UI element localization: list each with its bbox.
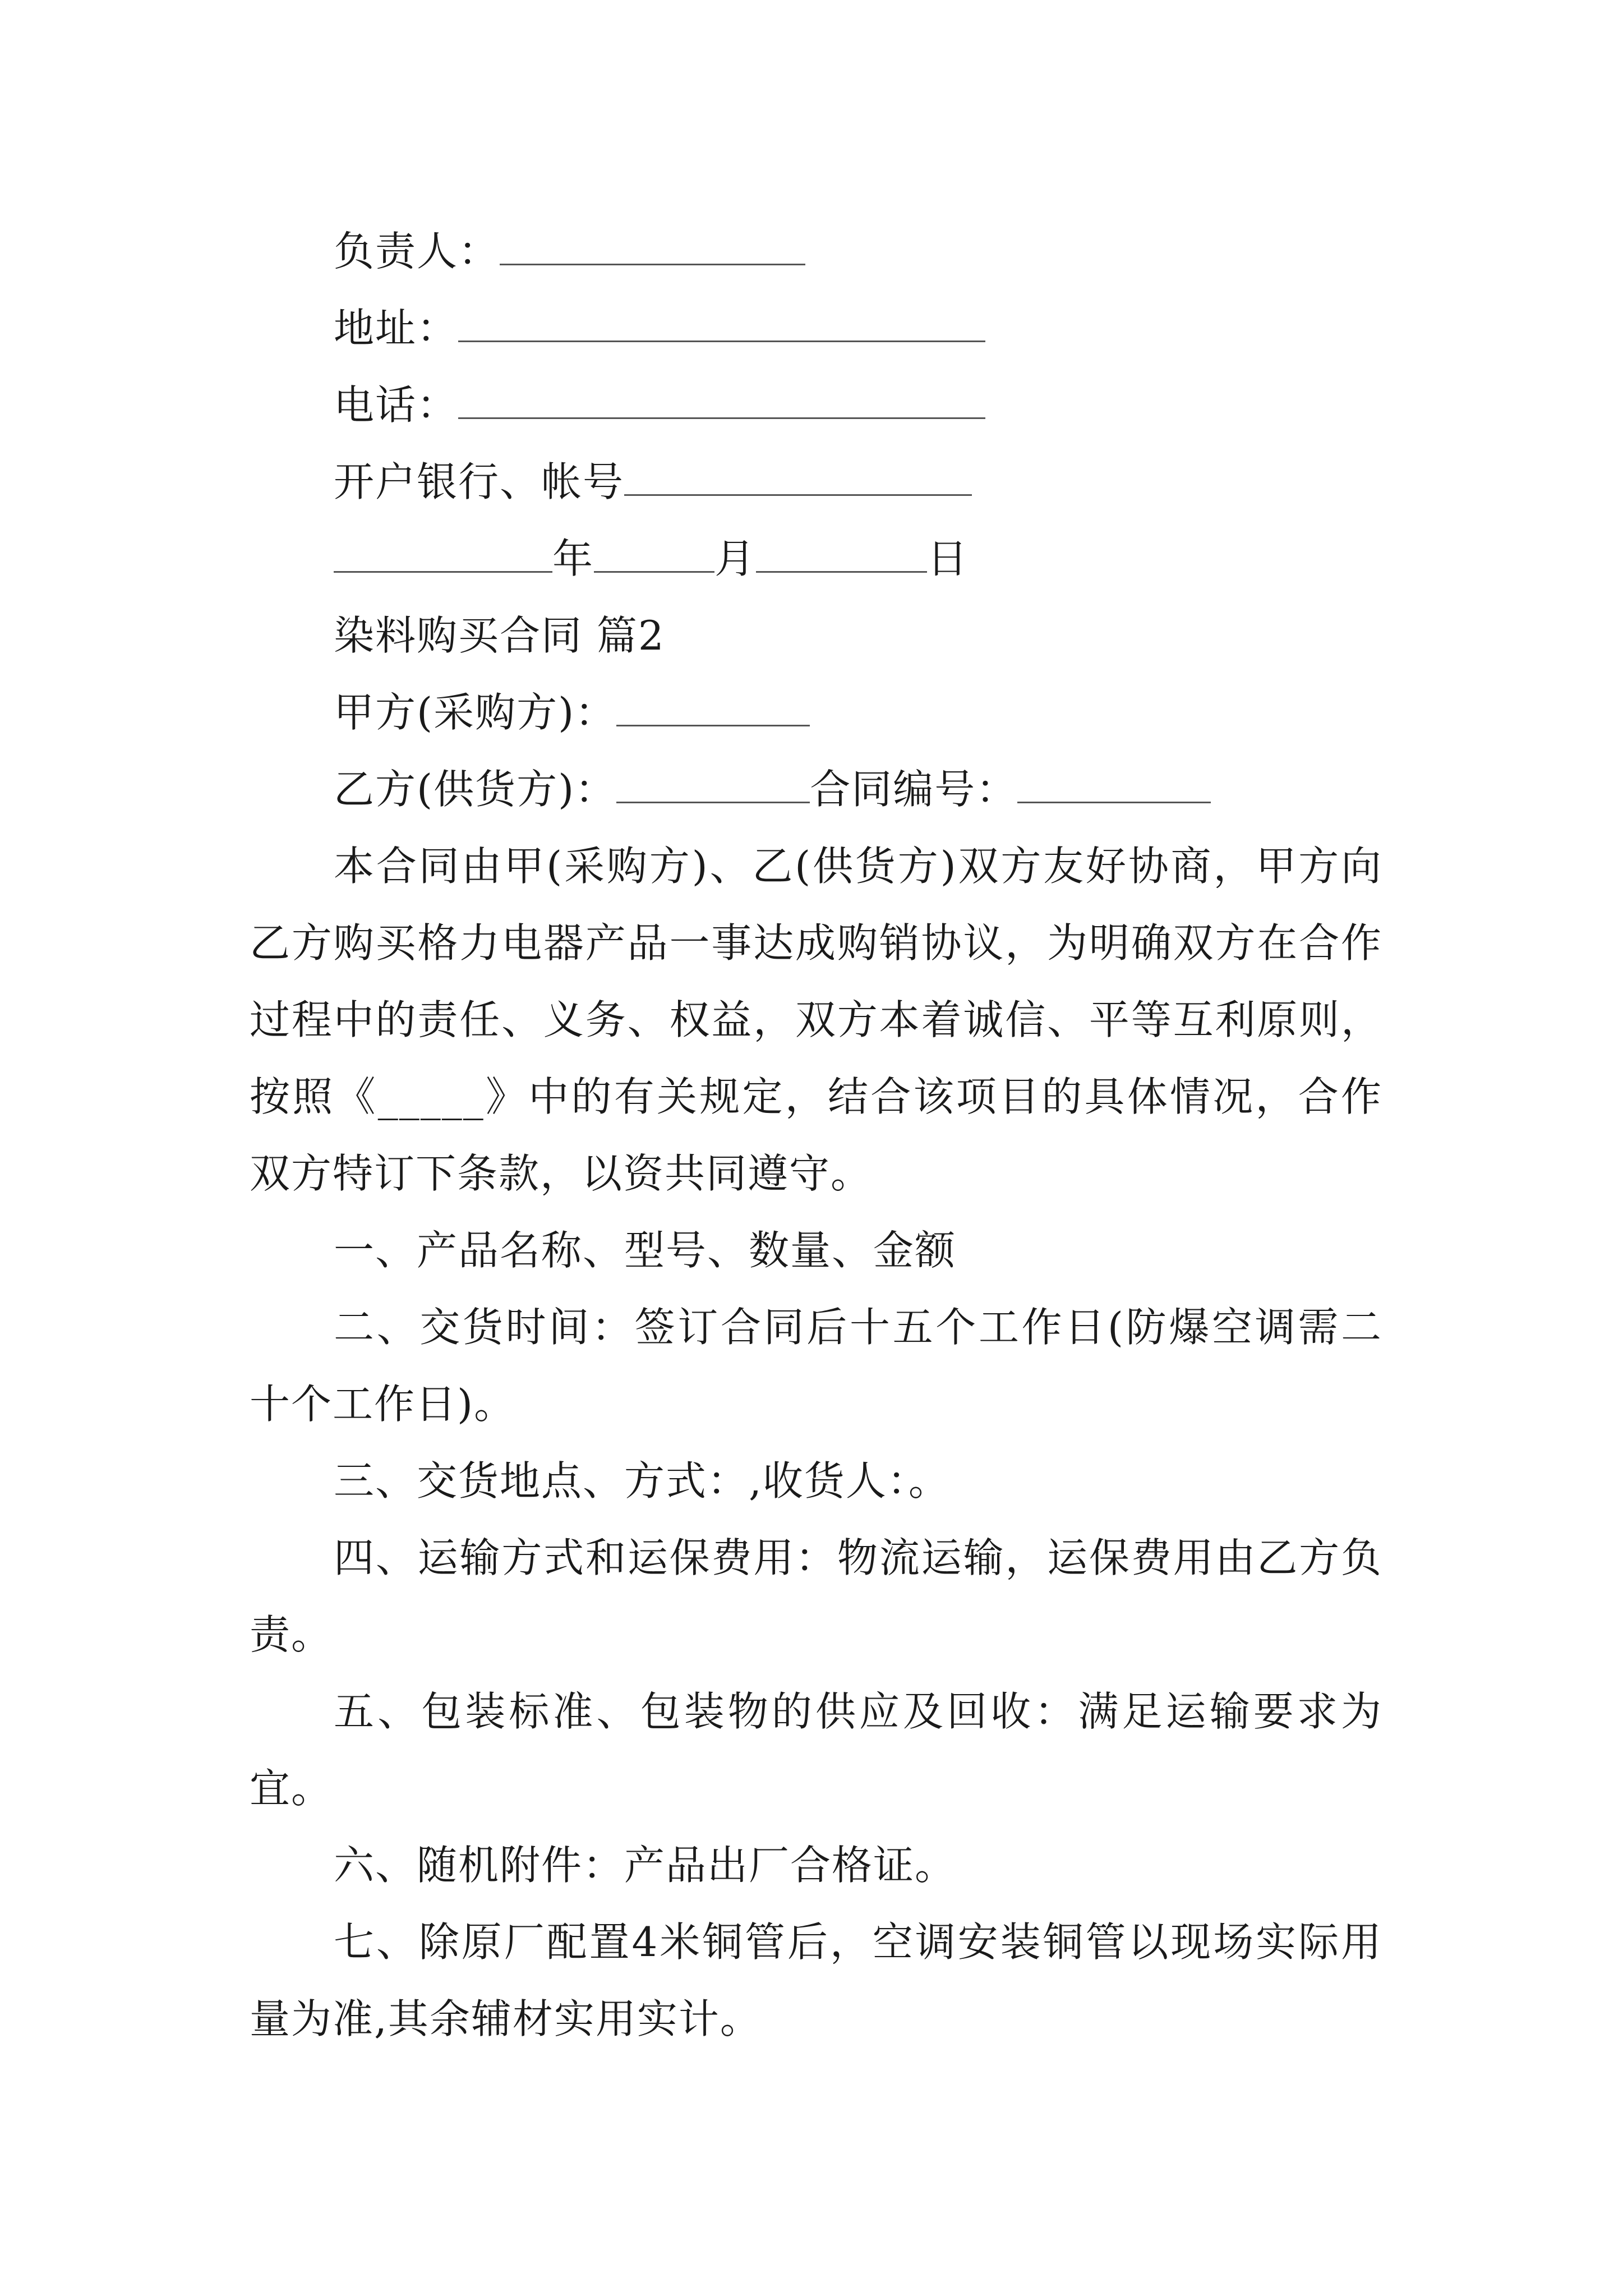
year-blank xyxy=(334,536,552,573)
clause-5: 五、包装标准、包装物的供应及回收：满足运输要求为宜。 xyxy=(250,1688,1382,1812)
party-a-label: 甲方(采购方)： xyxy=(334,689,617,736)
clause-1: 一、产品名称、型号、数量、金额 xyxy=(334,1227,957,1274)
phone-line xyxy=(250,367,1382,444)
clause-6: 六、随机附件：产品出厂合格证。 xyxy=(334,1842,957,1889)
document-body xyxy=(250,213,1382,2058)
phone-blank xyxy=(458,383,985,419)
month-label: 月 xyxy=(714,535,757,582)
party-b-line xyxy=(250,751,1382,828)
clause-2: 二、交货时间：签订合同后十五个工作日(防爆空调需二十个工作日)。 xyxy=(250,1304,1382,1428)
party-b-label: 乙方(供货方)： xyxy=(334,766,617,813)
bank-account-label: 开户银行、帐号 xyxy=(334,458,625,505)
date-line xyxy=(250,521,1382,597)
month-blank xyxy=(594,536,714,573)
year-label: 年 xyxy=(552,535,594,582)
day-blank xyxy=(756,536,927,573)
day-label: 日 xyxy=(927,535,969,582)
contract-number-label: 合同编号： xyxy=(810,766,1018,813)
party-b-blank xyxy=(616,767,810,803)
phone-label: 电话： xyxy=(334,381,459,429)
address-blank xyxy=(458,306,985,342)
clause-3: 三、交货地点、方式：,收货人：。 xyxy=(334,1457,950,1504)
responsible-person-label: 负责人： xyxy=(334,228,500,275)
responsible-person-blank xyxy=(500,229,805,265)
address-label: 地址： xyxy=(334,305,459,352)
bank-account-line xyxy=(250,444,1382,521)
intro-paragraph: 本合同由甲(采购方)、乙(供货方)双方友好协商，甲方向乙方购买格力电器产品一事达成购销协议，为明确双方在合作过程中的责任、义务、权益，双方本着诚信、平等互利原则，按照《_____》中的有关规定，结合该项目的具体情况，合作双方特订下条款，以资共同遵守。 xyxy=(250,843,1382,1197)
clause-4: 四、运输方式和运保费用：物流运输，运保费用由乙方负责。 xyxy=(250,1534,1382,1658)
responsible-person-line xyxy=(250,213,1382,290)
party-a-line xyxy=(250,674,1382,751)
bank-account-blank xyxy=(624,459,972,496)
section-title: 染料购买合同 篇2 xyxy=(334,612,665,659)
party-a-blank xyxy=(616,690,810,726)
contract-number-blank xyxy=(1017,767,1211,803)
clause-7: 七、除原厂配置4米铜管后，空调安装铜管以现场实际用量为准,其余辅材实用实计。 xyxy=(250,1918,1382,2042)
address-line xyxy=(250,290,1382,367)
